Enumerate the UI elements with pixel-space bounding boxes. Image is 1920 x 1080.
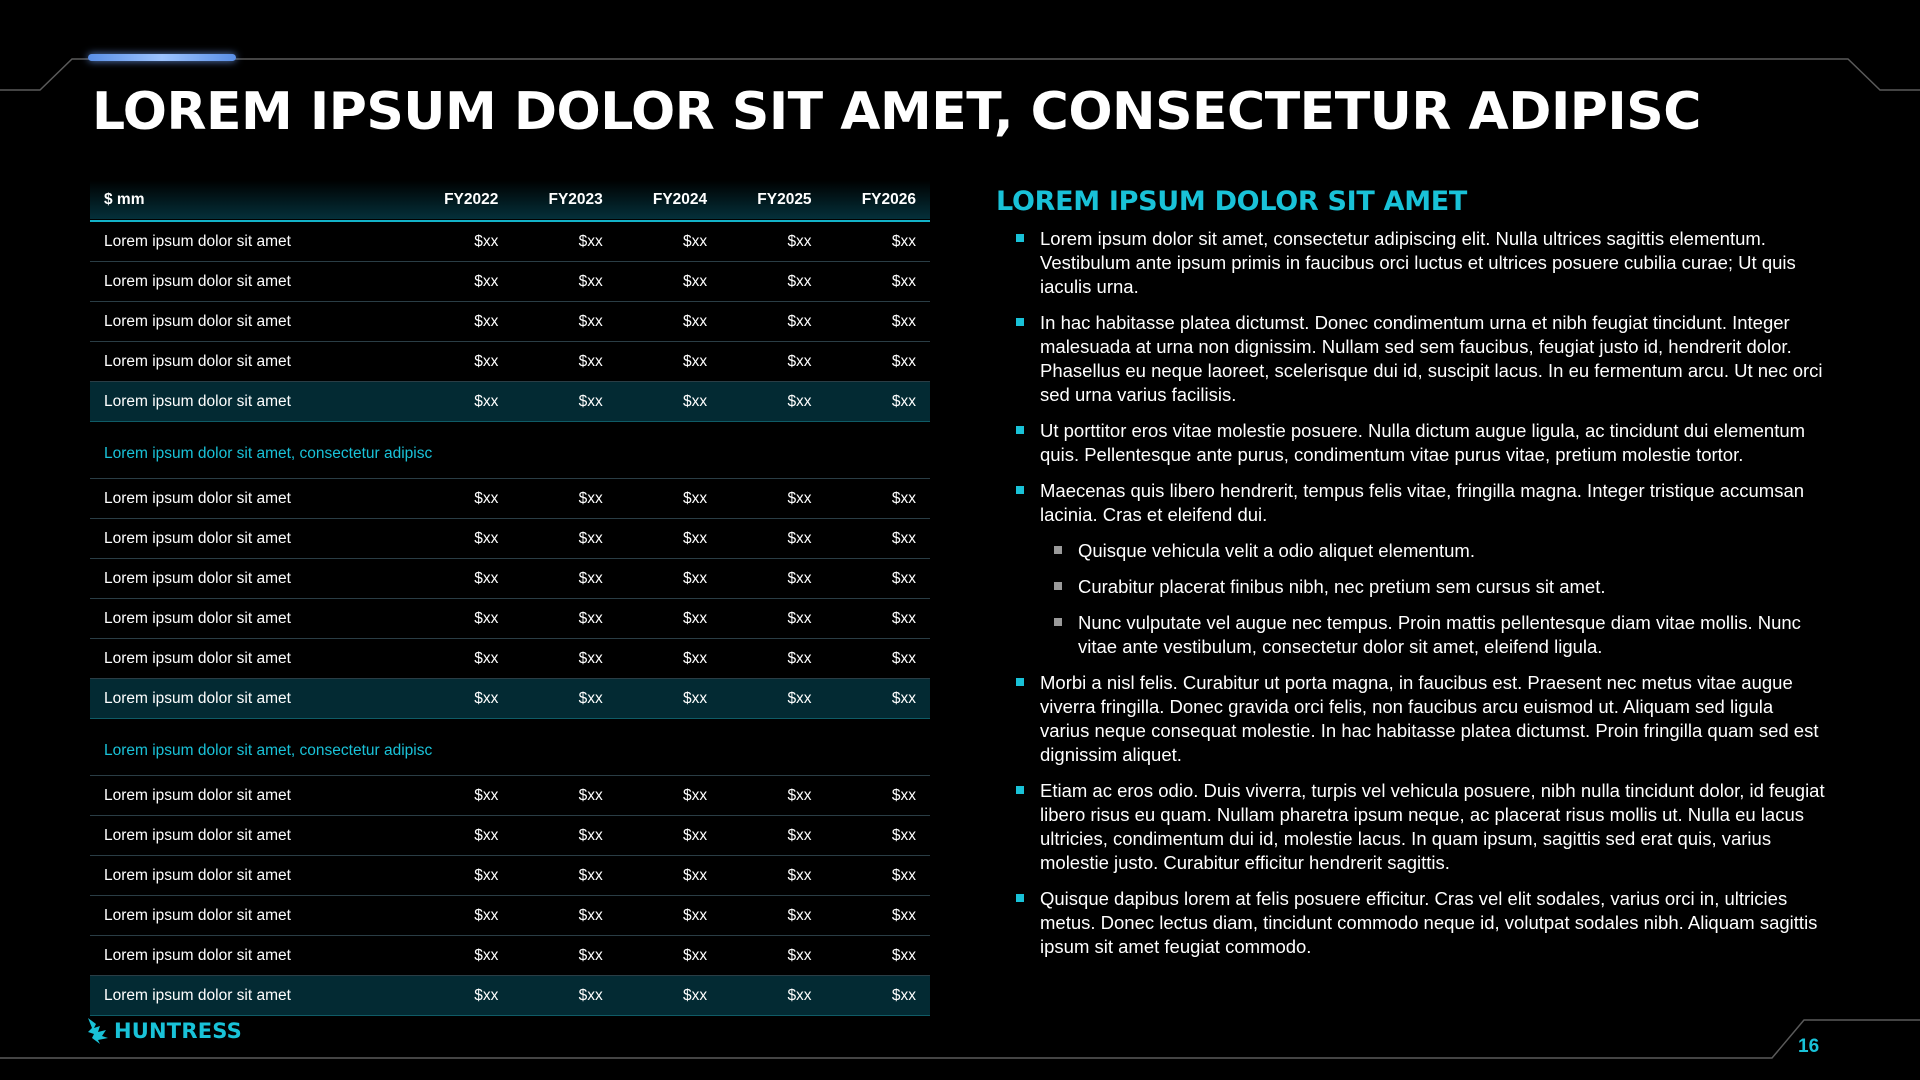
table-total-row	[90, 679, 930, 719]
cell-value: $xx	[512, 816, 616, 856]
cell-value: $xx	[826, 382, 930, 422]
panel-heading: LOREM IPSUM DOLOR SIT AMET	[996, 186, 1468, 217]
row-label: Lorem ipsum dolor sit amet	[90, 896, 408, 936]
table-row	[90, 221, 930, 262]
table-row	[90, 479, 930, 519]
bullet-item: Ut porttitor eros vitae molestie posuere. Nulla dictum augue ligula, ac tincidunt dui elementum quis. Pellentesque ante purus, condimentum vitae purus vitae, pretium molestie tortor.	[996, 419, 1826, 467]
row-label: Lorem ipsum dolor sit amet	[90, 599, 408, 639]
table-total-row	[90, 976, 930, 1016]
cell-value: $xx	[408, 679, 512, 719]
accent-bar	[88, 54, 236, 61]
row-label: Lorem ipsum dolor sit amet	[90, 976, 408, 1016]
bullet-item: Morbi a nisl felis. Curabitur ut porta magna, in faucibus est. Praesent nec metus vitae augue viverra fringilla. Donec gravida orci felis, non faucibus arcu euismod ut. Aliquam sed ligula varius neque consequat molestie. In hac habitasse platea dictumst. Proin fringilla quam sed est dignissim aliquet.	[996, 671, 1826, 767]
bullet-item: Quisque dapibus lorem at felis posuere efficitur. Cras vel elit sodales, varius orci in, ultricies metus. Donec lectus diam, tincidunt commodo neque id, volutpat sodales nibh. Aliquam sagittis ipsum sit amet feugiat commodo.	[996, 887, 1826, 959]
sub-bullet-item: Quisque vehicula velit a odio aliquet elementum.	[996, 539, 1826, 563]
cell-value: $xx	[721, 559, 825, 599]
cell-value: $xx	[826, 936, 930, 976]
cell-value: $xx	[721, 262, 825, 302]
row-label: Lorem ipsum dolor sit amet	[90, 816, 408, 856]
cell-value: $xx	[721, 679, 825, 719]
bullet-list	[996, 227, 1826, 959]
cell-value: $xx	[721, 302, 825, 342]
table-row	[90, 559, 930, 599]
cell-value: $xx	[721, 382, 825, 422]
cell-value: $xx	[617, 479, 721, 519]
cell-value: $xx	[512, 382, 616, 422]
cell-value: $xx	[826, 519, 930, 559]
cell-value: $xx	[826, 816, 930, 856]
cell-value: $xx	[512, 342, 616, 382]
cell-value: $xx	[617, 936, 721, 976]
cell-value: $xx	[826, 262, 930, 302]
cell-value: $xx	[408, 519, 512, 559]
cell-value: $xx	[512, 679, 616, 719]
row-label: Lorem ipsum dolor sit amet	[90, 776, 408, 816]
cell-value: $xx	[512, 856, 616, 896]
table-row	[90, 776, 930, 816]
cell-value: $xx	[408, 776, 512, 816]
cell-value: $xx	[826, 856, 930, 896]
logo-text: HUNTRESS	[114, 1019, 242, 1043]
table-row	[90, 639, 930, 679]
cell-value: $xx	[617, 559, 721, 599]
cell-value: $xx	[617, 976, 721, 1016]
cell-value: $xx	[826, 599, 930, 639]
cell-value: $xx	[512, 976, 616, 1016]
cell-value: $xx	[617, 679, 721, 719]
cell-value: $xx	[617, 519, 721, 559]
cell-value: $xx	[408, 382, 512, 422]
row-label: Lorem ipsum dolor sit amet	[90, 302, 408, 342]
cell-value: $xx	[408, 856, 512, 896]
row-label: Lorem ipsum dolor sit amet	[90, 519, 408, 559]
sub-bullet-item: Nunc vulputate vel augue nec tempus. Proin mattis pellentesque diam vitae mollis. Nunc vitae ante vestibulum, consectetur dolor sit amet, eleifend ligula.	[996, 611, 1826, 659]
cell-value: $xx	[617, 342, 721, 382]
table-row	[90, 936, 930, 976]
cell-value: $xx	[408, 599, 512, 639]
cell-value: $xx	[721, 896, 825, 936]
bullet-item: Lorem ipsum dolor sit amet, consectetur adipiscing elit. Nulla ultrices sagittis elementum. Vestibulum ante ipsum primis in faucibus orci luctus et ultrices posuere cubilia curae; Ut quis iaculis urna.	[996, 227, 1826, 299]
cell-value: $xx	[617, 599, 721, 639]
row-label: Lorem ipsum dolor sit amet	[90, 936, 408, 976]
column-header: $ mm	[104, 191, 145, 208]
table-header-row	[90, 180, 930, 221]
bullet-item: In hac habitasse platea dictumst. Donec condimentum urna et nibh feugiat tincidunt. Integer malesuada at urna non dignissim. Nullam sed sem faucibus, feugiat justo id, hendrerit dolor. Phasellus eu neque laoreet, scelerisque dui id, suscipit lacus. In eu fermentum arcu. Ut nec orci sed urna varius facilisis.	[996, 311, 1826, 407]
column-header: FY2025	[757, 191, 812, 208]
section-heading: Lorem ipsum dolor sit amet, consectetur adipisc	[90, 719, 930, 776]
cell-value: $xx	[512, 599, 616, 639]
table-row	[90, 302, 930, 342]
cell-value: $xx	[721, 936, 825, 976]
cell-value: $xx	[826, 896, 930, 936]
cell-value: $xx	[617, 639, 721, 679]
cell-value: $xx	[617, 776, 721, 816]
cell-value: $xx	[721, 599, 825, 639]
table-row	[90, 856, 930, 896]
table-row	[90, 896, 930, 936]
cell-value: $xx	[408, 302, 512, 342]
cell-value: $xx	[408, 342, 512, 382]
cell-value: $xx	[826, 221, 930, 262]
cell-value: $xx	[512, 519, 616, 559]
cell-value: $xx	[721, 816, 825, 856]
row-label: Lorem ipsum dolor sit amet	[90, 262, 408, 302]
cell-value: $xx	[617, 896, 721, 936]
cell-value: $xx	[826, 559, 930, 599]
cell-value: $xx	[721, 479, 825, 519]
cell-value: $xx	[826, 976, 930, 1016]
cell-value: $xx	[512, 559, 616, 599]
huntress-logo-icon	[86, 1016, 110, 1046]
cell-value: $xx	[826, 639, 930, 679]
row-label: Lorem ipsum dolor sit amet	[90, 679, 408, 719]
table-row	[90, 342, 930, 382]
section-heading: Lorem ipsum dolor sit amet, consectetur adipisc	[90, 422, 930, 479]
cell-value: $xx	[721, 639, 825, 679]
cell-value: $xx	[721, 856, 825, 896]
cell-value: $xx	[408, 936, 512, 976]
cell-value: $xx	[617, 856, 721, 896]
cell-value: $xx	[512, 479, 616, 519]
cell-value: $xx	[721, 221, 825, 262]
cell-value: $xx	[721, 342, 825, 382]
cell-value: $xx	[512, 896, 616, 936]
cell-value: $xx	[826, 479, 930, 519]
cell-value: $xx	[826, 776, 930, 816]
cell-value: $xx	[408, 262, 512, 302]
slide-title: LOREM IPSUM DOLOR SIT AMET, CONSECTETUR ADIPISC	[92, 82, 1701, 142]
column-header: FY2026	[861, 191, 916, 208]
cell-value: $xx	[512, 221, 616, 262]
cell-value: $xx	[617, 262, 721, 302]
table-row	[90, 262, 930, 302]
row-label: Lorem ipsum dolor sit amet	[90, 342, 408, 382]
row-label: Lorem ipsum dolor sit amet	[90, 856, 408, 896]
table-total-row	[90, 382, 930, 422]
brand-logo	[86, 1016, 242, 1046]
row-label: Lorem ipsum dolor sit amet	[90, 382, 408, 422]
cell-value: $xx	[408, 479, 512, 519]
text-panel	[996, 186, 1826, 971]
row-label: Lorem ipsum dolor sit amet	[90, 639, 408, 679]
cell-value: $xx	[826, 342, 930, 382]
cell-value: $xx	[408, 976, 512, 1016]
financial-table	[90, 180, 930, 1016]
cell-value: $xx	[408, 816, 512, 856]
table-row	[90, 599, 930, 639]
column-header: FY2024	[652, 191, 708, 208]
cell-value: $xx	[721, 519, 825, 559]
cell-value: $xx	[408, 559, 512, 599]
cell-value: $xx	[408, 639, 512, 679]
cell-value: $xx	[617, 221, 721, 262]
table-body	[90, 221, 930, 1016]
cell-value: $xx	[617, 382, 721, 422]
cell-value: $xx	[512, 776, 616, 816]
bullet-item: Etiam ac eros odio. Duis viverra, turpis vel vehicula posuere, nibh nulla tincidunt dolor, id feugiat libero risus eu quam. Nullam pharetra ipsum neque, ac placerat risus mollis ut. Nulla eu lacus ultricies, condimentum dui id, molestie lacus. In quam ipsum, sagittis sed erat quis, varius molestie justo. Curabitur efficitur hendrerit sagittis.	[996, 779, 1826, 875]
cell-value: $xx	[408, 896, 512, 936]
page-number: 16	[1798, 1036, 1820, 1057]
row-label: Lorem ipsum dolor sit amet	[90, 559, 408, 599]
cell-value: $xx	[512, 302, 616, 342]
row-label: Lorem ipsum dolor sit amet	[90, 221, 408, 262]
cell-value: $xx	[826, 302, 930, 342]
row-label: Lorem ipsum dolor sit amet	[90, 479, 408, 519]
cell-value: $xx	[408, 221, 512, 262]
cell-value: $xx	[826, 679, 930, 719]
column-header: FY2022	[444, 191, 499, 208]
column-header: FY2023	[548, 191, 603, 208]
table-section-heading-row	[90, 719, 930, 776]
cell-value: $xx	[617, 302, 721, 342]
table-section-heading-row	[90, 422, 930, 479]
table-row	[90, 816, 930, 856]
bullet-item: Maecenas quis libero hendrerit, tempus felis vitae, fringilla magna. Integer tristique accumsan lacinia. Cras et eleifend dui.	[996, 479, 1826, 527]
cell-value: $xx	[617, 816, 721, 856]
cell-value: $xx	[721, 976, 825, 1016]
cell-value: $xx	[512, 639, 616, 679]
table-row	[90, 519, 930, 559]
cell-value: $xx	[512, 262, 616, 302]
sub-bullet-item: Curabitur placerat finibus nibh, nec pretium sem cursus sit amet.	[996, 575, 1826, 599]
cell-value: $xx	[512, 936, 616, 976]
cell-value: $xx	[721, 776, 825, 816]
